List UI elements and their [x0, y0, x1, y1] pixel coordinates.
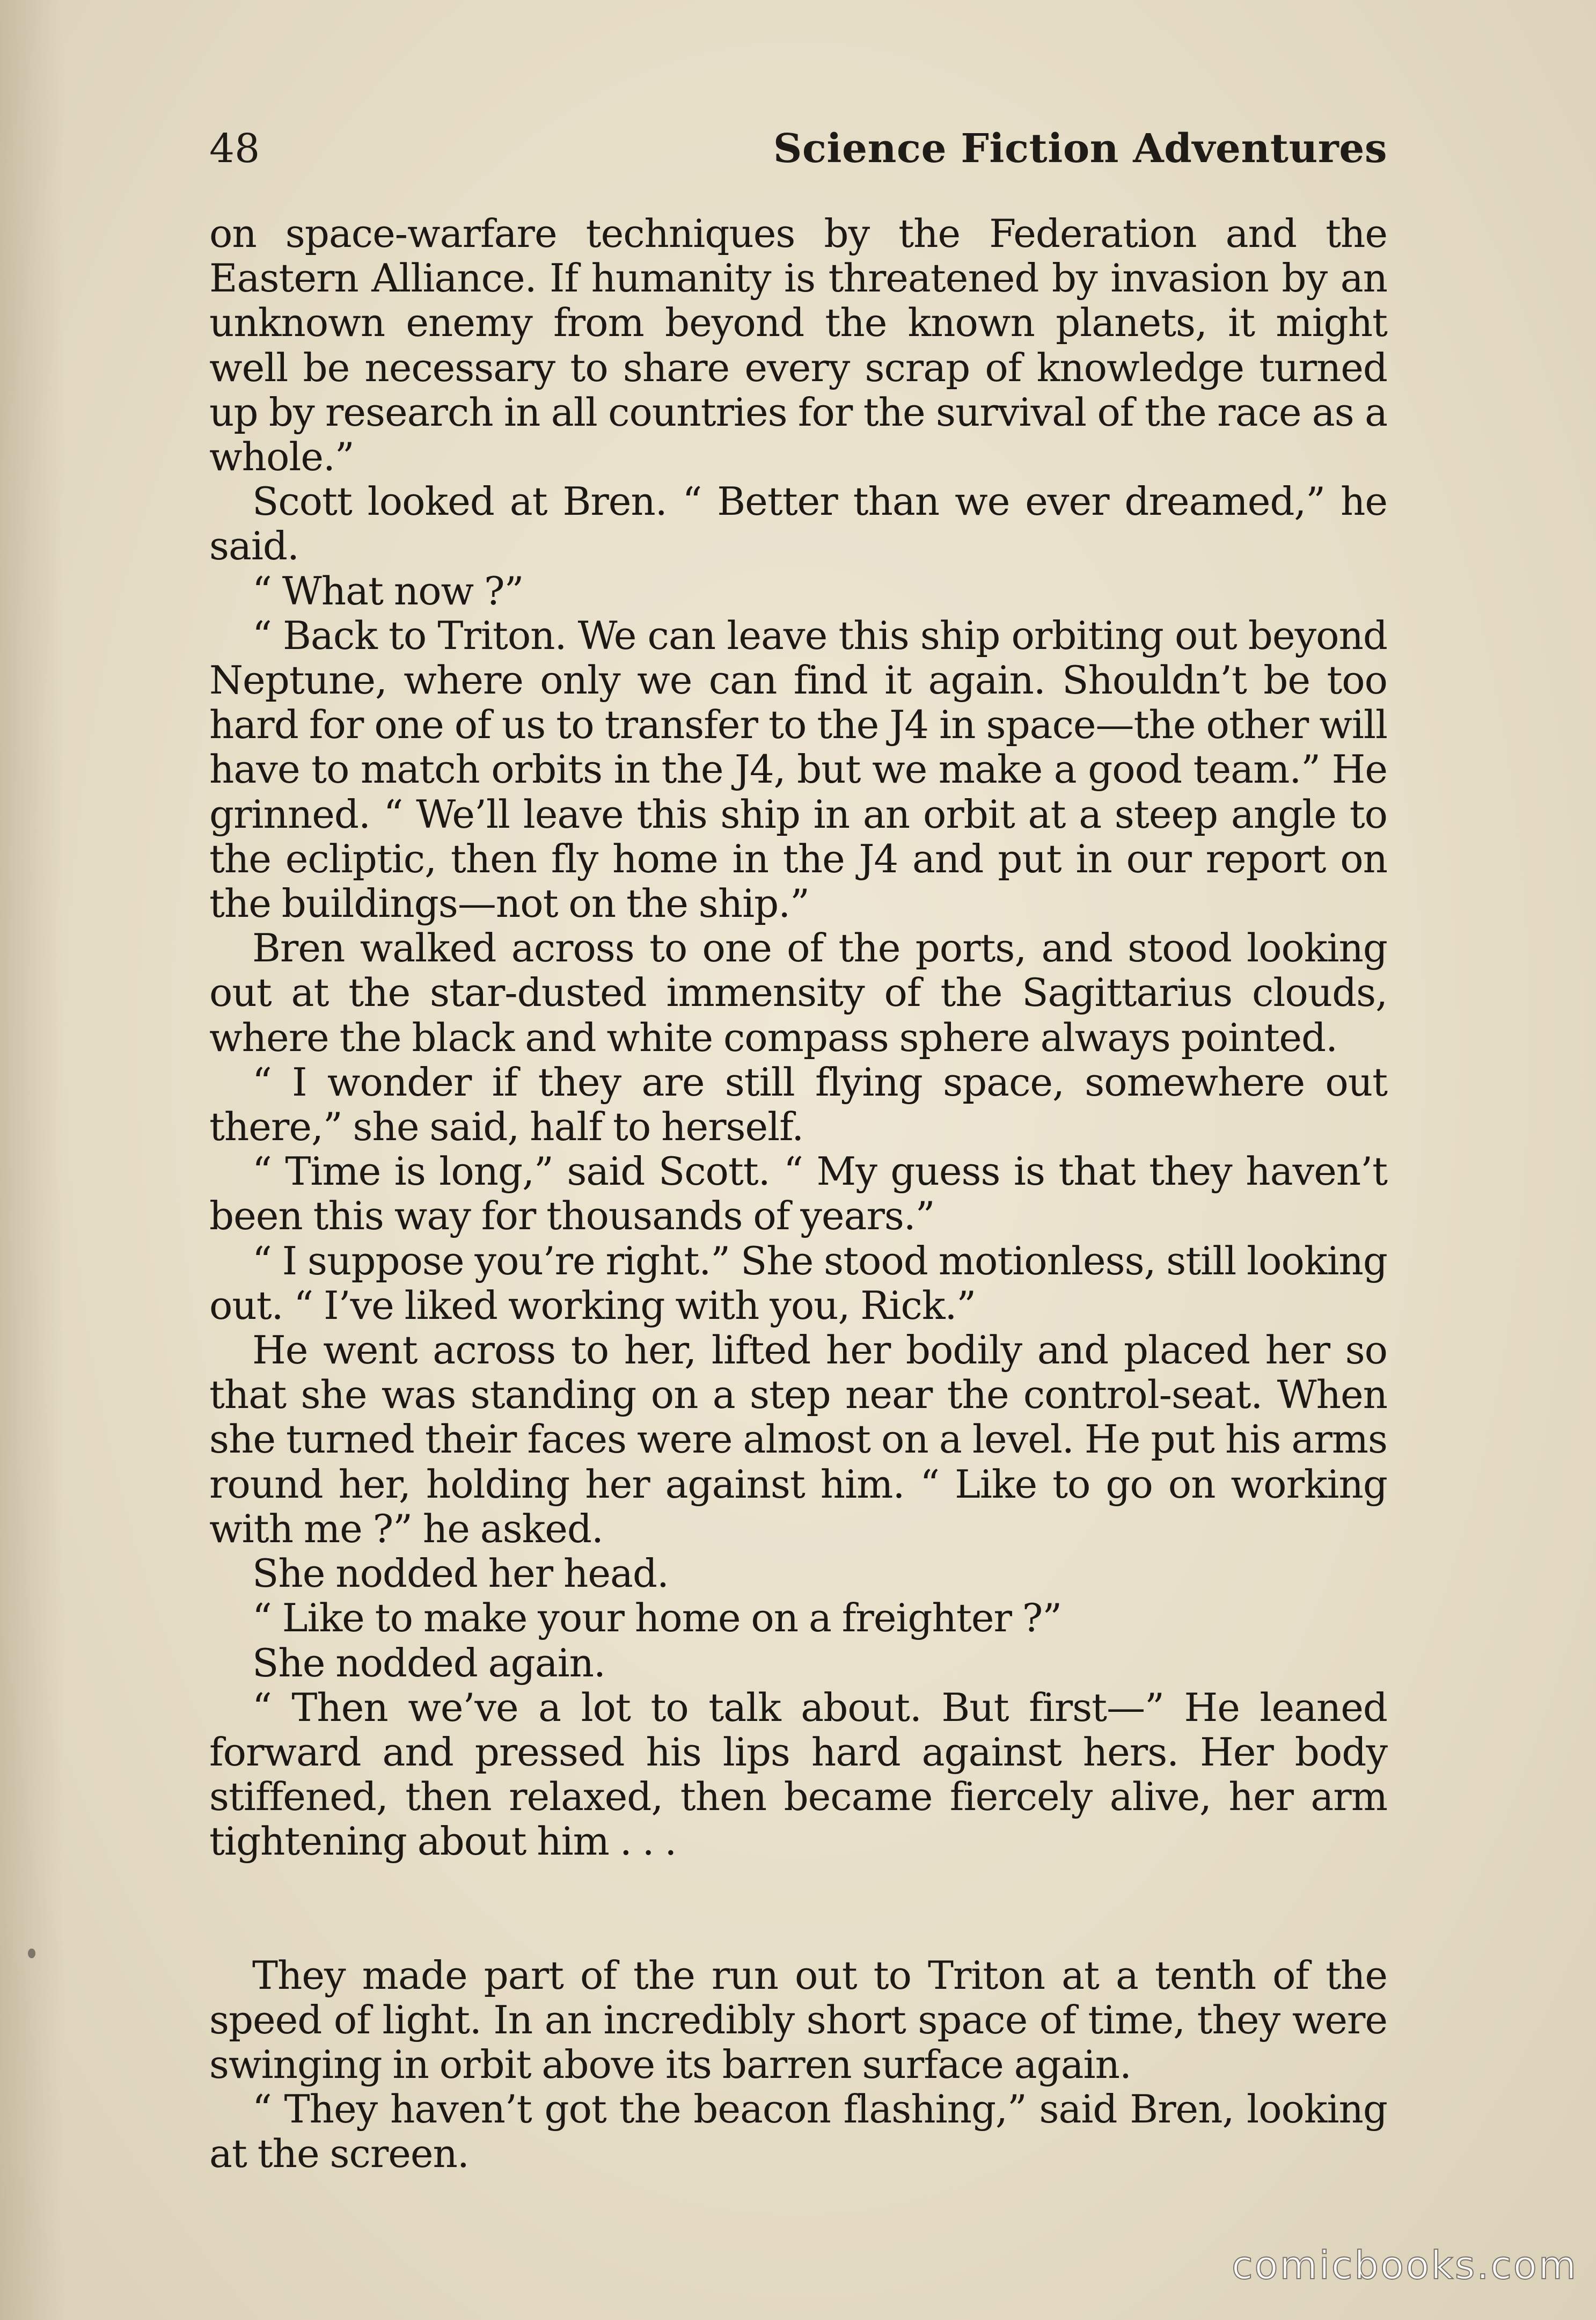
- paragraph: “ Time is long,” said Scott. “ My guess is that they haven’t been this way for thousands of years.”: [209, 1149, 1387, 1239]
- paragraph: “ I suppose you’re right.” She stood motionless, still looking out. “ I’ve liked working with you, Rick.”: [209, 1238, 1387, 1328]
- paragraph: They made part of the run out to Triton at a tenth of the speed of light. In an incredibly short space of time, they were swinging in orbit above its barren surface again.: [209, 1952, 1387, 2087]
- watermark: comicbooks.com: [1231, 2243, 1578, 2288]
- running-title: Science Fiction Adventures: [773, 126, 1387, 172]
- paragraph: “ What now ?”: [252, 568, 524, 614]
- paragraph: “ Then we’ve a lot to talk about. But first—” He leaned forward and pressed his lips hard against hers. Her body stiffened, then relaxed, then became fiercely alive, her arm tightening about him . . .: [209, 1684, 1387, 1864]
- spine-shadow: [0, 0, 64, 2320]
- section-break: [209, 1864, 1387, 1953]
- paragraph: “ They haven’t got the beacon flashing,” said Bren, looking at the screen.: [209, 2086, 1387, 2177]
- story-text: [209, 211, 1387, 2177]
- paragraph: “ Back to Triton. We can leave this ship orbiting out beyond Neptune, where only we can find it again. Shouldn’t be too hard for one of us to transfer to the J4 in space—the other will have to match orbits in the J4, but we make a good team.” He grinned. “ We’ll leave this ship in an orbit at a steep angle to the ecliptic, then fly home in the J4 and put in our report on the buildings—not on the ship.”: [209, 612, 1387, 926]
- paragraph: “ Like to make your home on a freighter ?”: [252, 1595, 1062, 1641]
- paragraph: He went across to her, lifted her bodily and placed her so that she was standing on a step near the control-seat. When she turned their faces were almost on a level. He put his arms round her, holding her against him. “ Like to go on working with me ?” he asked.: [209, 1327, 1387, 1551]
- paragraph: Bren walked across to one of the ports, and stood looking out at the star-dusted immensity of the Sagittarius clouds, where the black and white compass sphere always pointed.: [209, 925, 1387, 1060]
- paragraph: on space-warfare techniques by the Federation and the Eastern Alliance. If humanity is threatened by invasion by an unknown enemy from beyond the known planets, it might well be necessary to share every scrap of knowledge turned up by research in all countries for the survival of the race as a whole.”: [209, 211, 1387, 480]
- paragraph: She nodded her head.: [252, 1551, 669, 1596]
- paragraph: “ I wonder if they are still flying space, somewhere out there,” she said, half to herself.: [209, 1059, 1387, 1150]
- paragraph: Scott looked at Bren. “ Better than we ever dreamed,” he said.: [209, 479, 1387, 569]
- paragraph: She nodded again.: [252, 1640, 605, 1686]
- page-header: [209, 119, 1387, 178]
- paper-speck: [28, 1949, 35, 1958]
- page-number: 48: [209, 126, 260, 172]
